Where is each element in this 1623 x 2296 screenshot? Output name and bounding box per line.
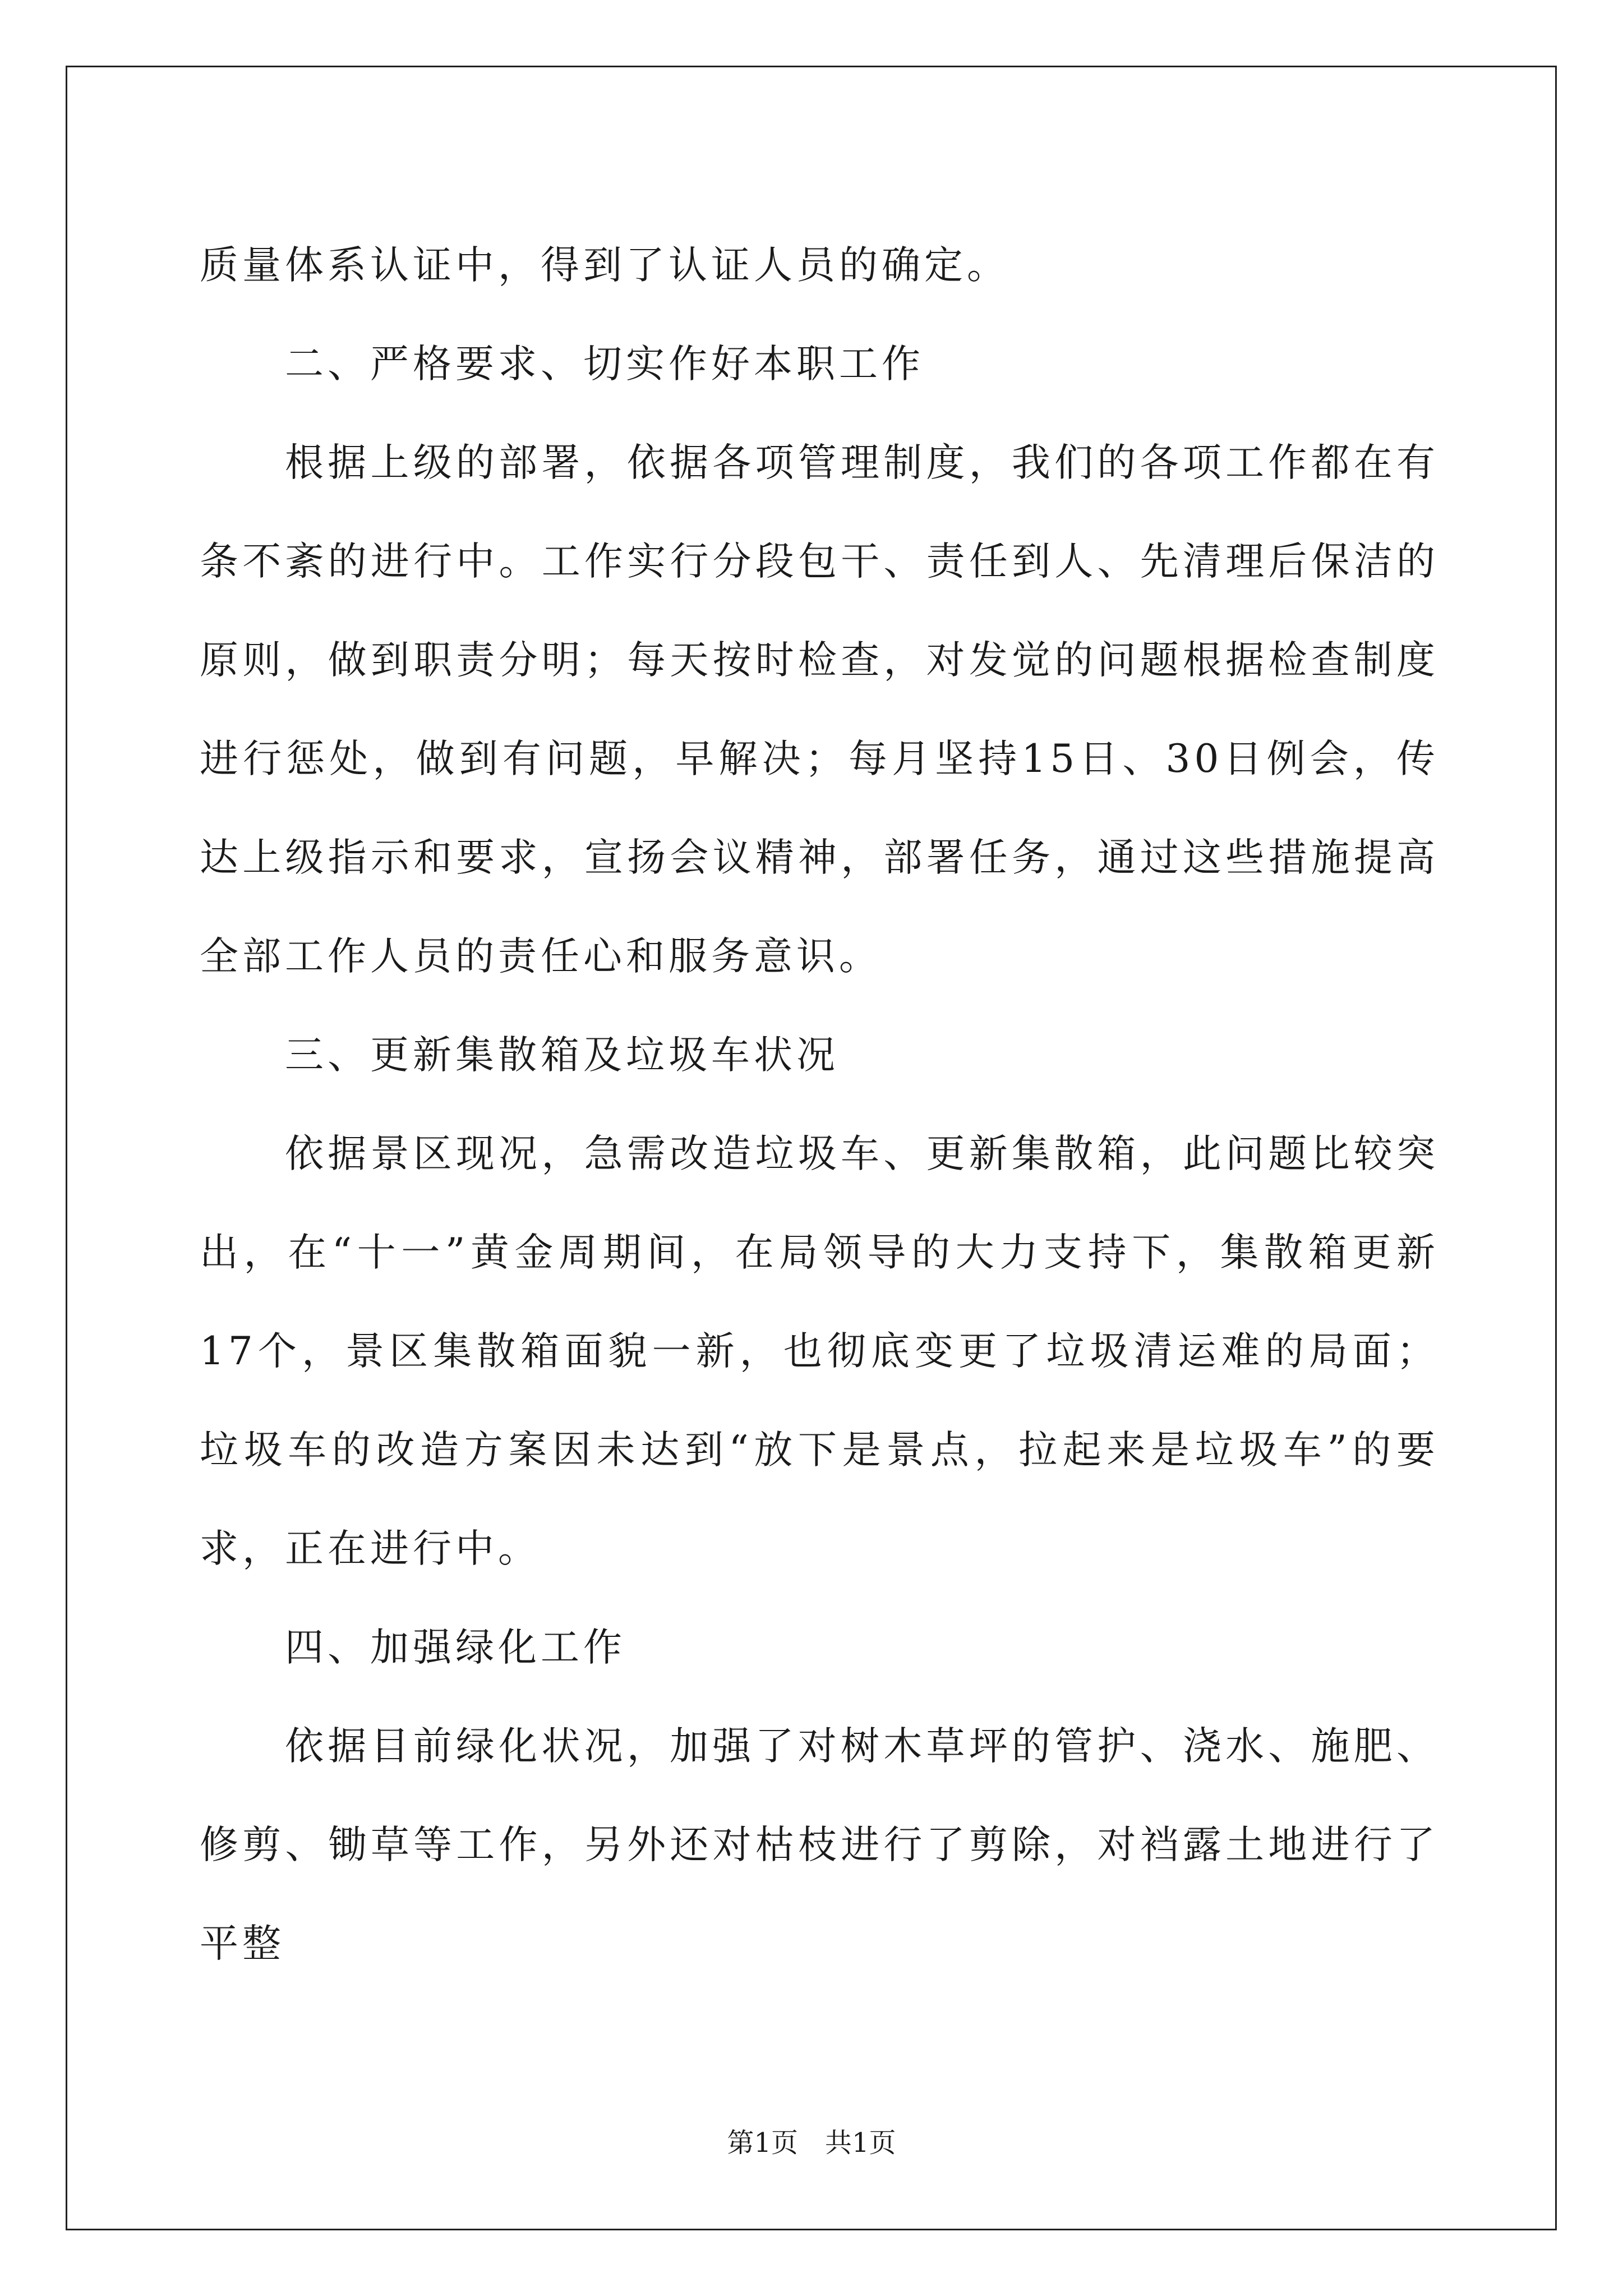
page-number-total: 共1页 bbox=[825, 2127, 896, 2159]
document-body bbox=[200, 216, 1439, 1993]
paragraph: 根据上级的部署，依据各项管理制度，我们的各项工作都在有条不紊的进行中。工作实行分段包干、责任到人、先清理后保洁的原则，做到职责分明；每天按时检查，对发觉的问题根据检查制度进行惩处，做到有问题，早解决；每月坚持15日、30日例会，传达上级指示和要求，宣扬会议精神，部署任务，通过这些措施提高全部工作人员的责任心和服务意识。 bbox=[200, 440, 1439, 979]
section-heading: 四、加强绿化工作 bbox=[285, 1625, 626, 1670]
section-heading: 三、更新集散箱及垃圾车状况 bbox=[285, 1033, 839, 1078]
section-heading: 二、严格要求、切实作好本职工作 bbox=[285, 342, 924, 386]
paragraph: 依据目前绿化状况，加强了对树木草坪的管护、浇水、施肥、修剪、锄草等工作，另外还对枯枝进行了剪除，对裆露土地进行了平整 bbox=[200, 1724, 1439, 1966]
paragraph: 依据景区现况，急需改造垃圾车、更新集散箱，此问题比较突出，在“十一”黄金周期间，在局领导的大力支持下，集散箱更新17个，景区集散箱面貌一新，也彻底变更了垃圾清运难的局面；垃圾车的改造方案因未达到“放下是景点，拉起来是垃圾车”的要求，正在进行中。 bbox=[200, 1131, 1439, 1571]
paragraph: 质量体系认证中，得到了认证人员的确定。 bbox=[200, 243, 1009, 288]
page-footer bbox=[0, 2126, 1623, 2160]
page-number-current: 第1页 bbox=[727, 2127, 798, 2159]
